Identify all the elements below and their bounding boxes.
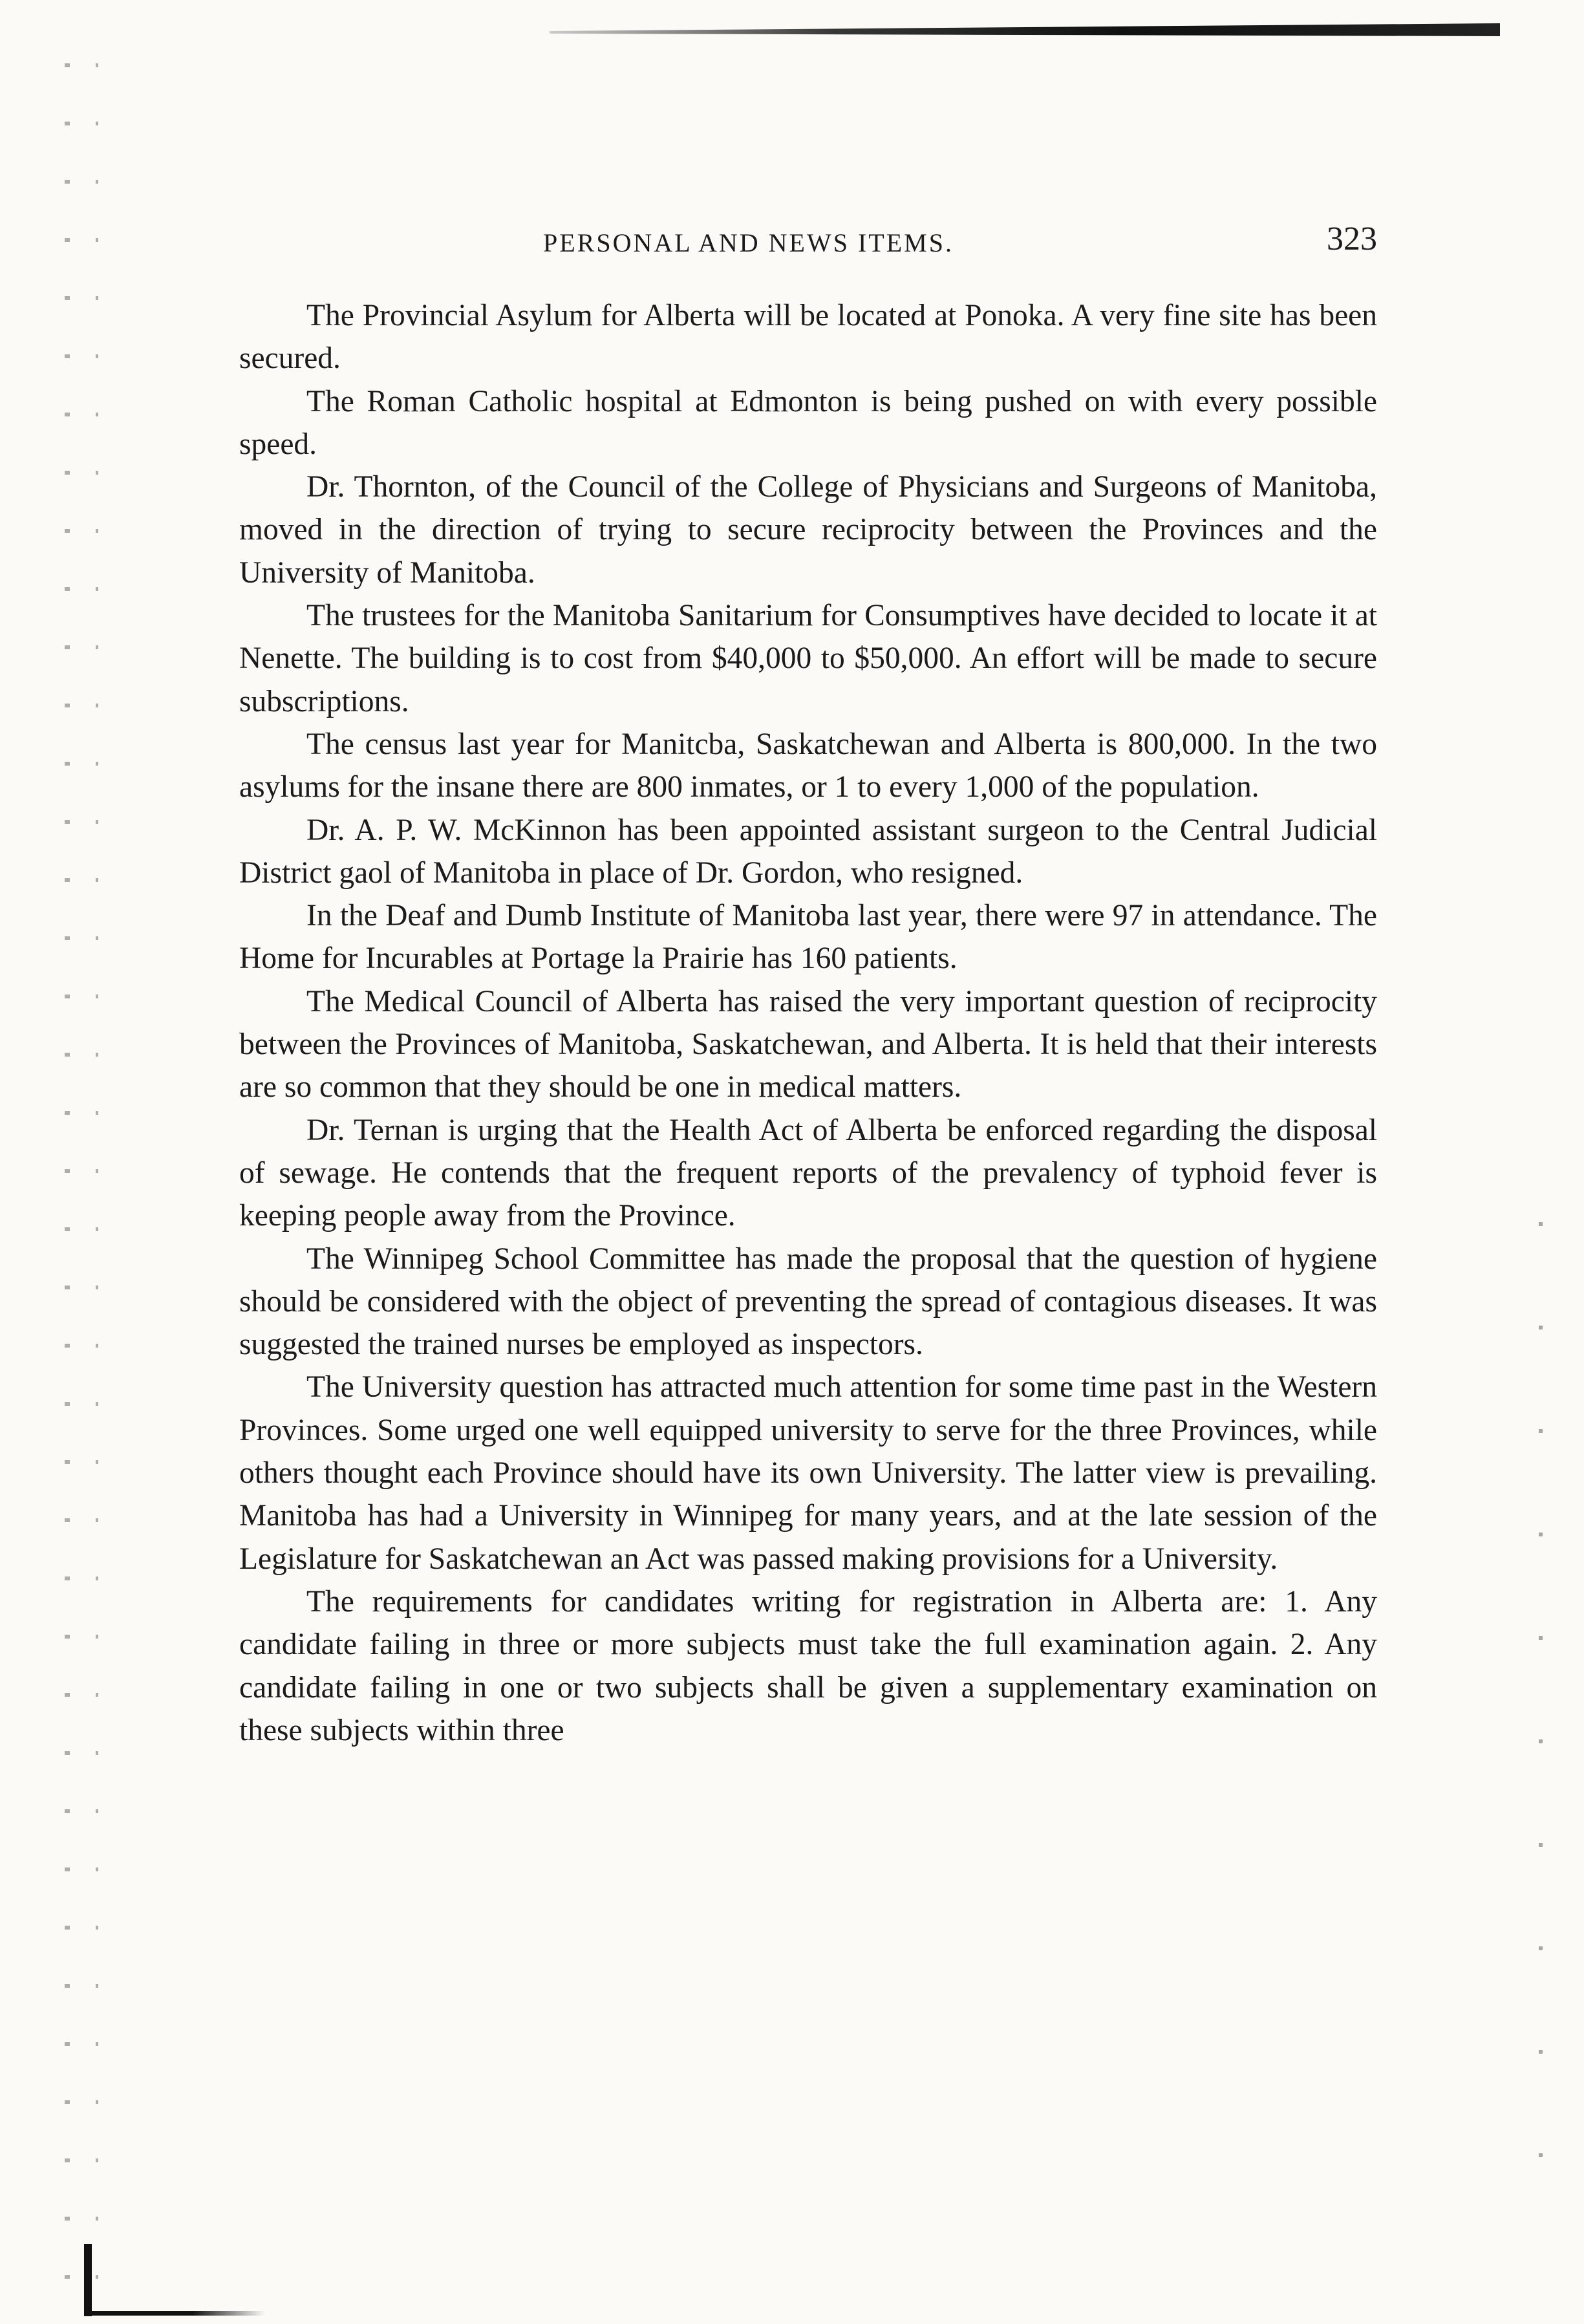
running-head: [239, 220, 1377, 265]
article-body: [239, 294, 1377, 1752]
paragraph-school-committee: The Winnipeg School Committee has made the proposal that the question of hygiene should be considered with the object of preventing the spread of contagious diseases. It was suggested the trained nurses be employed as inspectors.: [239, 1242, 1377, 1362]
paragraph-deaf-dumb-institute: In the Deaf and Dumb Institute of Manitoba last year, there were 97 in attendance. The Home for Incurables at Portage la Prairie has 160 patients.: [239, 899, 1377, 976]
paragraph-thornton-reciprocity: Dr. Thornton, of the Council of the College of Physicians and Surgeons of Manitoba, moved in the direction of trying to secure reciprocity between the Provinces and the University of Manitoba.: [239, 470, 1377, 590]
paragraph-edmonton-hospital: The Roman Catholic hospital at Edmonton is being pushed on with every possible speed.: [239, 384, 1377, 461]
page-number: 323: [1327, 221, 1377, 257]
running-title: PERSONAL AND NEWS ITEMS.: [543, 228, 954, 257]
scan-binding-edge: [84, 2244, 92, 2316]
scan-top-rule: [550, 23, 1500, 36]
paragraph-ponoka-asylum: The Provincial Asylum for Alberta will be located at Ponoka. A very fine site has been secured.: [239, 299, 1377, 376]
paragraph-mckinnon: Dr. A. P. W. McKinnon has been appointed assistant surgeon to the Central Judicial District gaol of Manitoba in place of Dr. Gordon, who resigned.: [239, 813, 1377, 890]
paragraph-registration-requirements: The requirements for candidates writing for registration in Alberta are: 1. Any candidate failing in three or more subjects must take the full examination again. 2. Any candidate failing in one or two subjects shall be given a supplementary examination on these subjects within three: [239, 1584, 1377, 1747]
paragraph-medical-council: The Medical Council of Alberta has raised the very important question of reciprocity between the Provinces of Manitoba, Saskatchewan, and Alberta. It is held that their interests are so common that they should be one in medical matters.: [239, 984, 1377, 1104]
scan-bottom-rule: [84, 2311, 265, 2316]
scan-gutter-marks: [39, 39, 103, 2289]
paragraph-ternan-sewage: Dr. Ternan is urging that the Health Act of Alberta be enforced regarding the disposal of sewage. He contends that the frequent reports of the prevalency of typhoid fever is keeping people away from the Province.: [239, 1113, 1377, 1233]
scan-right-marks: [1539, 1183, 1543, 2250]
paragraph-university-question: The University question has attracted much attention for some time past in the Western Provinces. Some urged one well equipped university to serve for the three Provinces, while others thought each Province should have its own University. The latter view is prevailing. Manitoba has had a University in Winnipeg for many years, and at the late session of the Legislature for Saskatchewan an Act was passed making provisions for a University.: [239, 1370, 1377, 1576]
paragraph-sanitarium: The trustees for the Manitoba Sanitarium for Consumptives have decided to locate it at Nenette. The building is to cost from $40,000 to $50,000. An effort will be made to secure subscriptions.: [239, 599, 1377, 718]
paragraph-census: The census last year for Manitcba, Saskatchewan and Alberta is 800,000. In the two asylums for the insane there are 800 inmates, or 1 to every 1,000 of the population.: [239, 727, 1377, 804]
